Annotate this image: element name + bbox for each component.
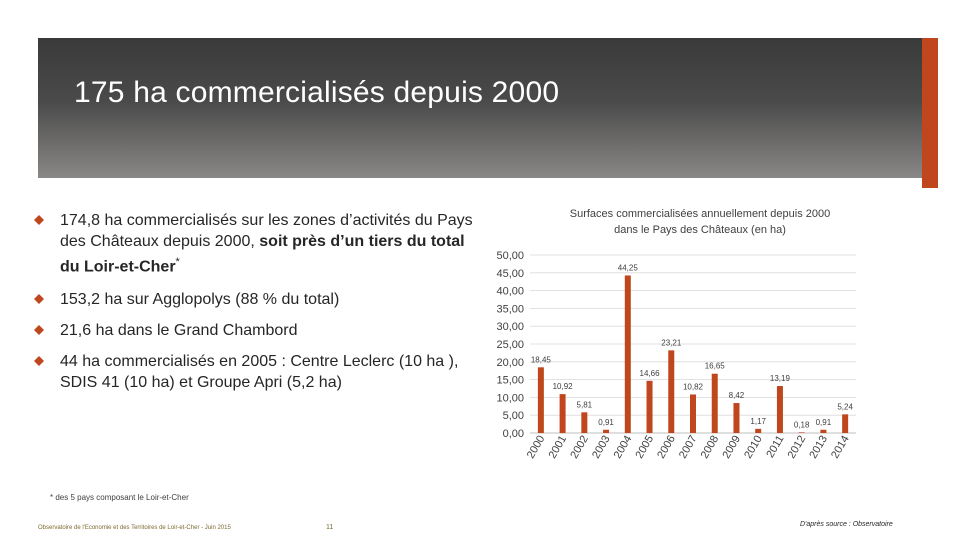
- data-label: 23,21: [661, 338, 682, 348]
- chart-title-line-1: Surfaces commercialisées annuellement depuis 2000: [569, 208, 831, 220]
- data-label: 18,45: [530, 355, 551, 365]
- y-tick-label: 10,00: [496, 392, 524, 405]
- data-label: 14,66: [639, 368, 660, 378]
- bullet-1-footnote-mark: *: [175, 256, 180, 268]
- bullet-list: [34, 210, 474, 403]
- chart-title: [505, 206, 895, 238]
- bullet-4-text: 44 ha commercialisés en 2005 : Centre Leclerc (10 ha ), SDIS 41 (10 ha) et Groupe Apri (5,2 ha): [60, 353, 459, 392]
- bar: [842, 414, 848, 433]
- bar: [668, 350, 674, 433]
- x-tick-label: 2003: [590, 433, 613, 461]
- bar: [581, 412, 587, 433]
- x-tick-label: 2012: [785, 433, 809, 461]
- bullet-item-3: [34, 320, 474, 341]
- bar: [777, 386, 783, 433]
- y-tick-label: 0,00: [502, 428, 524, 440]
- bar: [603, 430, 609, 433]
- y-tick-label: 45,00: [496, 267, 524, 280]
- data-label: 5,81: [576, 400, 593, 410]
- x-tick-label: 2006: [655, 433, 678, 461]
- bar: [647, 381, 653, 433]
- bullet-3-text: 21,6 ha dans le Grand Chambord: [60, 322, 298, 340]
- bullet-1-text: 174,8 ha commercialisés sur les zones d’activités du Pays des Châteaux depuis 2000,: [60, 212, 473, 250]
- data-label: 5,24: [837, 402, 853, 412]
- x-tick-label: 2004: [611, 433, 635, 461]
- x-tick-label: 2000: [524, 433, 548, 461]
- x-tick-label: 2014: [829, 433, 852, 461]
- bar: [690, 394, 696, 433]
- y-tick-label: 40,00: [496, 285, 524, 298]
- data-label: 10,92: [552, 382, 573, 392]
- y-tick-label: 15,00: [496, 374, 524, 387]
- bullet-1-bold-text: soit près d’un tiers du total du Loir-et-Cher: [60, 233, 465, 276]
- diamond-bullet-icon: [34, 325, 44, 335]
- diamond-bullet-icon: [34, 356, 44, 366]
- bullet-2-text: 153,2 ha sur Agglopolys (88 % du total): [60, 291, 340, 309]
- footer-source: D'après source : Observatoire: [800, 521, 893, 528]
- chart-title-line-2: dans le Pays des Châteaux (en ha): [614, 224, 786, 236]
- y-tick-label: 5,00: [502, 410, 524, 423]
- x-tick-label: 2005: [633, 433, 657, 461]
- data-label: 13,19: [769, 374, 790, 384]
- bar: [733, 403, 739, 433]
- x-tick-label: 2002: [568, 433, 591, 461]
- bar: [755, 429, 761, 433]
- bar: [625, 275, 631, 433]
- y-tick-label: 25,00: [496, 339, 524, 351]
- bar: [712, 374, 718, 433]
- data-label: 0,91: [598, 417, 614, 427]
- bullet-item-1: [34, 210, 474, 277]
- data-label: 10,82: [682, 382, 704, 392]
- footer-organization: Observatoire de l'Economie et des Territoires de Loir-et-Cher - Juin 2015: [38, 525, 231, 531]
- accent-bar: [922, 38, 938, 188]
- diamond-bullet-icon: [34, 294, 44, 304]
- data-label: 8,42: [728, 391, 745, 401]
- bullet-item-2: [34, 289, 474, 310]
- x-tick-label: 2011: [764, 433, 787, 460]
- y-tick-label: 50,00: [496, 250, 524, 262]
- bar: [820, 430, 826, 433]
- x-tick-label: 2008: [698, 433, 722, 461]
- y-tick-label: 35,00: [496, 303, 524, 316]
- bullet-item-4: [34, 351, 474, 393]
- bar: [560, 394, 566, 433]
- diamond-bullet-icon: [34, 215, 44, 225]
- x-tick-label: 2009: [720, 433, 744, 461]
- bar-chart: [490, 245, 870, 475]
- x-tick-label: 2001: [546, 433, 570, 461]
- y-tick-label: 30,00: [496, 321, 524, 334]
- y-tick-label: 20,00: [496, 356, 524, 369]
- data-label: 0,91: [815, 417, 832, 427]
- data-label: 0,18: [793, 420, 810, 430]
- data-label: 16,65: [704, 361, 725, 371]
- data-label: 1,17: [750, 416, 766, 426]
- x-tick-label: 2013: [807, 433, 830, 461]
- x-tick-label: 2010: [742, 433, 765, 461]
- footnote: * des 5 pays composant le Loir-et-Cher: [50, 493, 189, 502]
- bar: [538, 367, 544, 433]
- bar: [799, 432, 805, 433]
- slide-title: 175 ha commercialisés depuis 2000: [74, 76, 560, 109]
- data-label: 44,25: [617, 263, 638, 273]
- page-number: 11: [326, 524, 334, 531]
- x-tick-label: 2007: [676, 433, 700, 461]
